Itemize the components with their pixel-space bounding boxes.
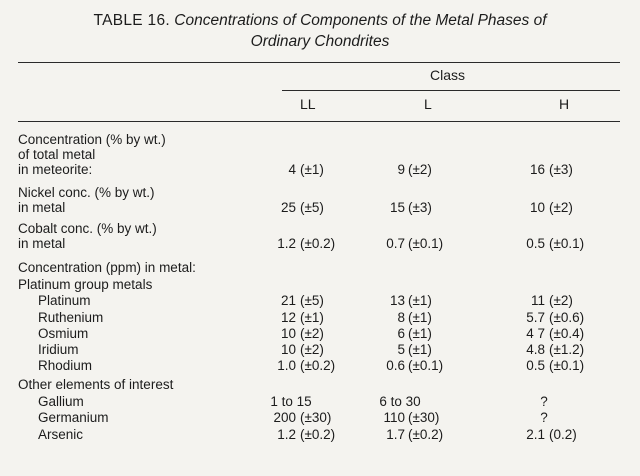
cell-value-h: 2.1: [526, 427, 545, 442]
cell-value-ll: 1.2: [277, 236, 296, 251]
cell-uncertainty-ll: (±5): [300, 293, 324, 308]
cell-value-ll: 1.0: [277, 358, 296, 373]
cell-value-l: 6: [397, 326, 405, 341]
cell-value-ll: 12: [280, 310, 296, 325]
cell-value-l: 15: [389, 200, 405, 215]
cell-uncertainty-h: (±2): [549, 293, 573, 308]
row-label: Iridium: [38, 342, 79, 357]
cell-uncertainty-ll: (±30): [300, 410, 332, 425]
row-label: Concentration (ppm) in metal:: [18, 260, 196, 275]
class-header: Class: [430, 67, 466, 83]
column-header-ll: LL: [300, 96, 316, 112]
cell-value-h: 10: [529, 200, 545, 215]
cell-value-ll: 10: [280, 326, 296, 341]
cell-uncertainty-l: (±1): [408, 293, 432, 308]
table-number: TABLE 16.: [93, 12, 170, 29]
title-line-1: [0, 10, 640, 31]
cell-uncertainty-l: (±2): [408, 162, 432, 177]
table-caption-line-1: Concentrations of Components of the Metal Phases of: [174, 12, 547, 29]
cell-value-h: 0.5: [526, 358, 545, 373]
cell-uncertainty-h: (±0.4): [549, 326, 585, 341]
cell-uncertainty-ll: (±0.2): [300, 427, 336, 442]
row-label: Platinum: [38, 293, 91, 308]
column-header-l: L: [424, 96, 432, 112]
cell-value-ll: 21: [280, 293, 296, 308]
cell-value-h: 4 7: [526, 326, 545, 341]
cell-uncertainty-l: (±30): [408, 410, 440, 425]
row-label: Other elements of interest: [18, 377, 174, 392]
cell-value-h: 0.5: [526, 236, 545, 251]
cell-uncertainty-h: (±0.1): [549, 358, 585, 373]
cell-uncertainty-ll: (±0.2): [300, 358, 336, 373]
row-label: Gallium: [38, 394, 84, 409]
cell-uncertainty-l: (±0.1): [408, 358, 444, 373]
cell-uncertainty-l: (±1): [408, 310, 432, 325]
cell-value-ll: 1.2: [277, 427, 296, 442]
row-label: Germanium: [38, 410, 109, 425]
cell-value-h: 16: [529, 162, 545, 177]
cell-value-h: ?: [540, 394, 548, 409]
table-title: [0, 10, 640, 52]
row-label: in metal: [18, 236, 66, 251]
column-header-h: H: [559, 96, 570, 112]
cell-value-ll: 4: [288, 162, 296, 177]
cell-uncertainty-ll: (±1): [300, 162, 324, 177]
row-label: Ruthenium: [38, 310, 104, 325]
row-label: Rhodium: [38, 358, 93, 373]
cell-value-h: ?: [540, 410, 548, 425]
row-label: Cobalt conc. (% by wt.): [18, 221, 157, 236]
table-caption-line-2: Ordinary Chondrites: [250, 33, 390, 50]
row-label: Platinum group metals: [18, 277, 153, 292]
cell-value-ll: 1 to 15: [270, 394, 312, 409]
cell-value-l: 0.7: [386, 236, 405, 251]
row-label: Nickel conc. (% by wt.): [18, 185, 155, 200]
cell-value-l: 13: [389, 293, 405, 308]
cell-uncertainty-ll: (±1): [300, 310, 324, 325]
row-label: in metal: [18, 200, 66, 215]
row-label: in meteorite:: [18, 162, 93, 177]
row-label: Osmium: [38, 326, 89, 341]
row-label: of total metal: [18, 147, 96, 162]
cell-uncertainty-h: (±0.6): [549, 310, 585, 325]
cell-uncertainty-ll: (±2): [300, 326, 324, 341]
cell-uncertainty-ll: (±2): [300, 342, 324, 357]
row-label: Arsenic: [38, 427, 84, 442]
cell-value-l: 110: [383, 410, 405, 425]
row-label: Concentration (% by wt.): [18, 132, 166, 147]
cell-value-h: 5.7: [526, 310, 545, 325]
cell-uncertainty-h: (±0.1): [549, 236, 585, 251]
cell-uncertainty-l: (±0.2): [408, 427, 444, 442]
class-rule: [282, 90, 620, 91]
cell-value-ll: 25: [280, 200, 296, 215]
cell-value-l: 1.7: [386, 427, 405, 442]
top-rule: [18, 62, 620, 63]
cell-uncertainty-ll: (±5): [300, 200, 324, 215]
cell-uncertainty-h: (±1.2): [549, 342, 585, 357]
cell-uncertainty-l: (±3): [408, 200, 432, 215]
cell-uncertainty-l: (±1): [408, 342, 432, 357]
cell-uncertainty-h: (±2): [549, 200, 573, 215]
cell-uncertainty-h: (0.2): [549, 427, 577, 442]
cell-value-l: 0.6: [386, 358, 405, 373]
cell-uncertainty-ll: (±0.2): [300, 236, 336, 251]
cell-value-h: 4.8: [526, 342, 545, 357]
cell-uncertainty-h: (±3): [549, 162, 573, 177]
cell-value-l: 8: [397, 310, 405, 325]
cell-value-h: 11: [530, 293, 545, 308]
cell-value-l: 9: [397, 162, 405, 177]
cell-value-ll: 200: [273, 410, 296, 425]
cell-uncertainty-l: (±1): [408, 326, 432, 341]
cell-value-l: 5: [397, 342, 405, 357]
cell-value-l: 6 to 30: [379, 394, 421, 409]
cell-uncertainty-l: (±0.1): [408, 236, 444, 251]
cell-value-ll: 10: [280, 342, 296, 357]
header-rule: [18, 121, 620, 122]
